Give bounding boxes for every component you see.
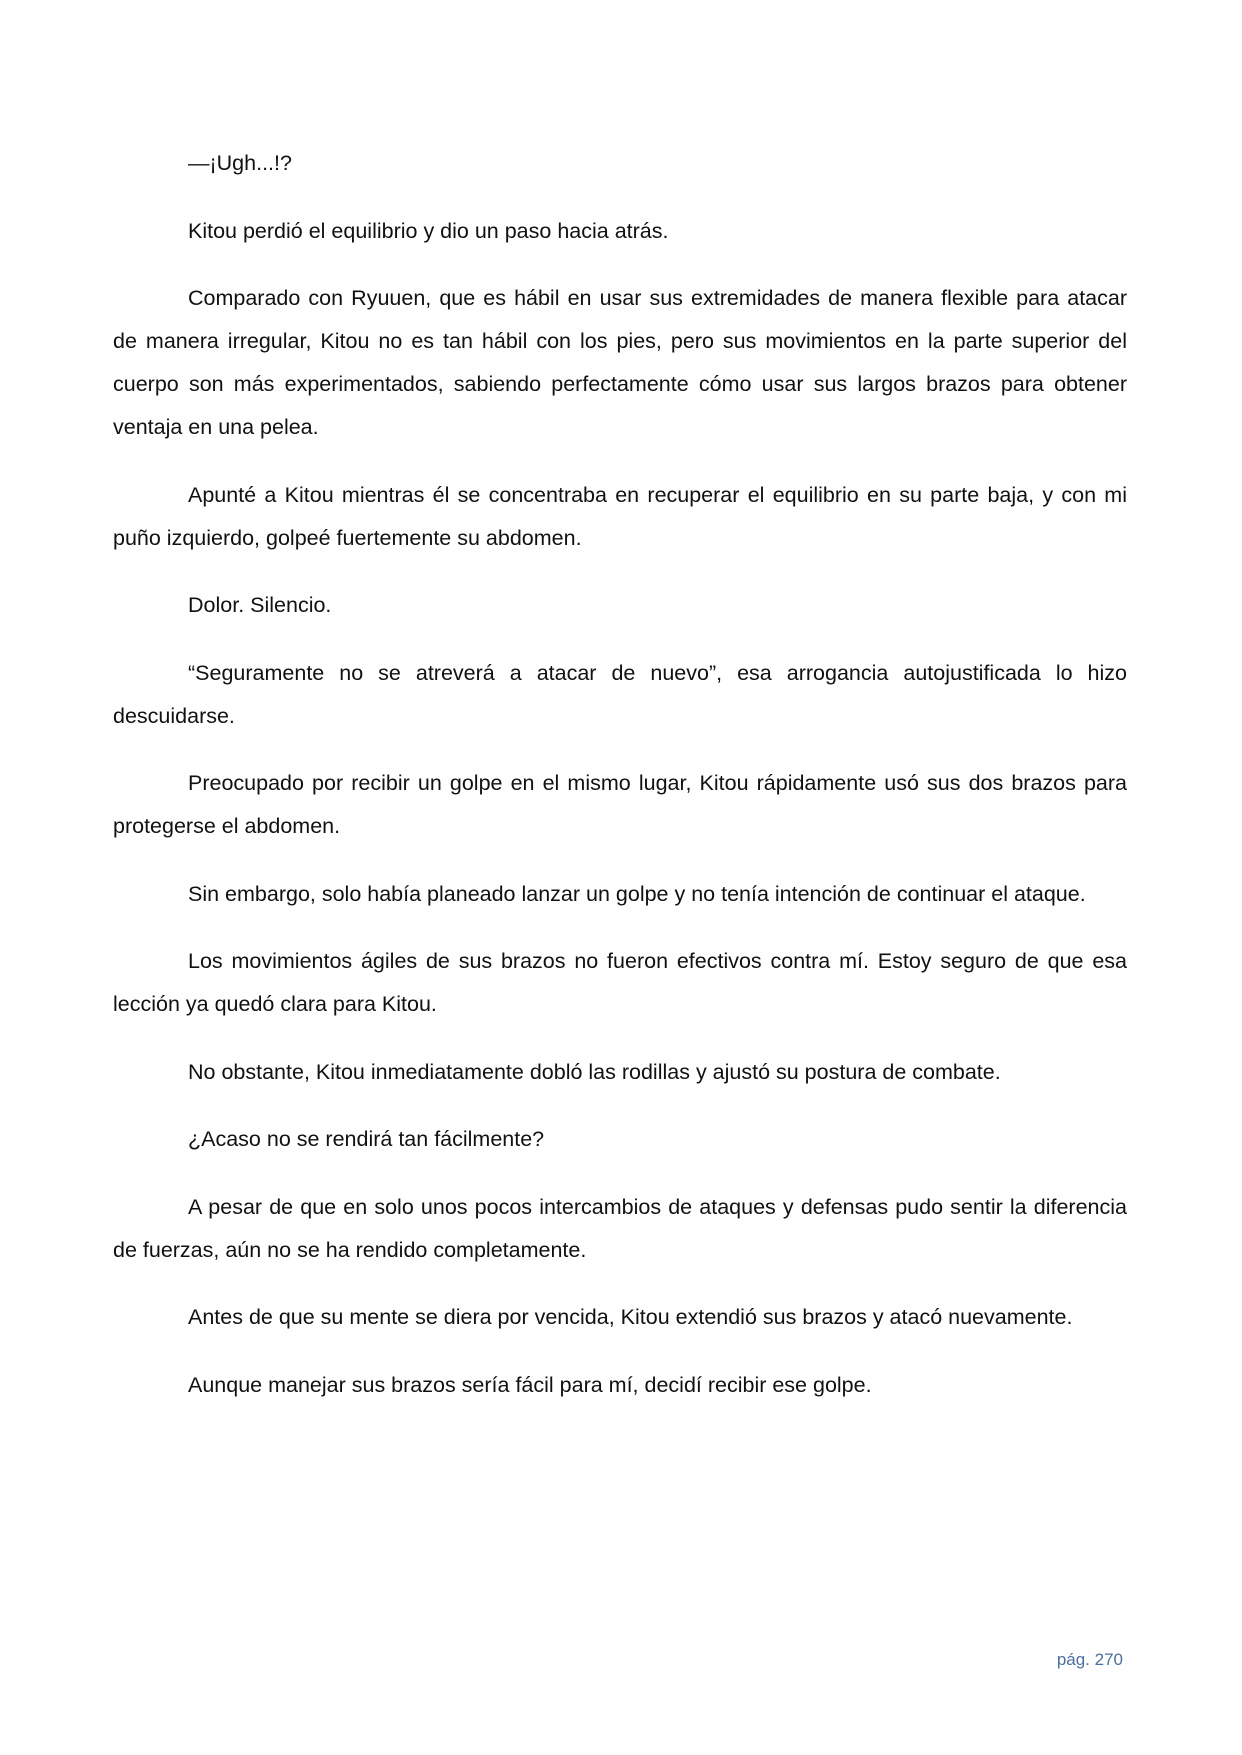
body-text (113, 142, 1127, 1431)
paragraph: “Seguramente no se atreverá a atacar de nuevo”, esa arrogancia autojustificada lo hizo descuidarse. (113, 660, 1127, 728)
paragraph: Aunque manejar sus brazos sería fácil para mí, decidí recibir ese golpe. (188, 1372, 872, 1397)
paragraph: ¿Acaso no se rendirá tan fácilmente? (188, 1127, 545, 1151)
paragraph: —¡Ugh...!? (188, 151, 292, 175)
paragraph: Sin embargo, solo había planeado lanzar un golpe y no tenía intención de continuar el ataque. (188, 881, 1086, 906)
paragraph: Dolor. Silencio. (188, 593, 332, 617)
paragraph: Los movimientos ágiles de sus brazos no fueron efectivos contra mí. Estoy seguro de que esa lección ya quedó clara para Kitou. (113, 949, 1127, 1016)
paragraph: Preocupado por recibir un golpe en el mismo lugar, Kitou rápidamente usó sus dos brazos para protegerse el abdomen. (113, 771, 1127, 838)
paragraph: No obstante, Kitou inmediatamente dobló las rodillas y ajustó su postura de combate. (188, 1059, 1001, 1084)
paragraph: Comparado con Ryuuen, que es hábil en usar sus extremidades de manera flexible para atacar de manera irregular, Kitou no es tan hábil con los pies, pero sus movimientos en la parte superior del cuerpo son más experimentados, sabiendo perfectamente cómo usar sus largos brazos para obtener ventaja en una pelea. (113, 286, 1127, 439)
paragraph: Antes de que su mente se diera por vencida, Kitou extendió sus brazos y atacó nuevamente. (188, 1305, 1073, 1329)
paragraph: Kitou perdió el equilibrio y dio un paso hacia atrás. (188, 218, 669, 243)
paragraph: Apunté a Kitou mientras él se concentraba en recuperar el equilibrio en su parte baja, y con mi puño izquierdo, golpeé fuertemente su abdomen. (113, 482, 1127, 550)
paragraph: A pesar de que en solo unos pocos intercambios de ataques y defensas pudo sentir la diferencia de fuerzas, aún no se ha rendido completamente. (113, 1194, 1127, 1262)
page-number: pág. 270 (1056, 1650, 1123, 1669)
